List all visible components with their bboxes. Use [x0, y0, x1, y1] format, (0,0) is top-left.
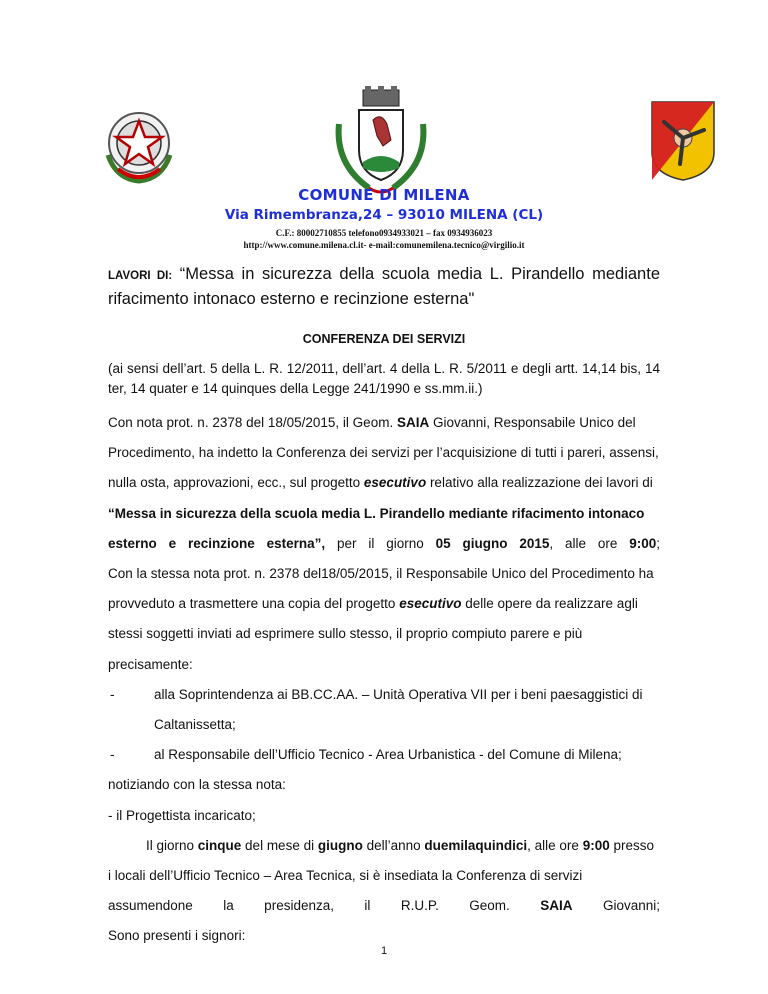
paragraph-1: Con nota prot. n. 2378 del 18/05/2015, il Geom. SAIA Giovanni, Responsabile Unico del Procedimento, ha indetto la Conferenza dei servizi per l’acquisizione di tutti i pareri, assensi, nulla osta, approvazioni, ecc., sul progetto esecutivo relativo alla realizzazione dei lavori di “Messa in sicurezza della scuola media L. Pirandello mediante rifacimento intonaco esterno e recinzione esterna”, per il giorno 05 giugno 2015, alle ore 9:00;	[108, 415, 660, 551]
saia-name: SAIA	[396, 415, 430, 430]
bullet-item: - al Responsabile dell’Ufficio Tecnico - Area Urbanistica - del Comune di Milena;	[110, 747, 622, 763]
page-number: 1	[380, 945, 388, 957]
paragraph-5: Il giorno cinque del mese di giugno dell’anno duemilaquindici, alle ore 9:00 presso i locali dell’Ufficio Tecnico – Area Tecnica, si è insediata la Conferenza di servizi assumendone la presidenza, il R.U.P. Geom. SAIA Giovanni;	[108, 837, 660, 914]
sicily-region-emblem-icon	[650, 100, 716, 182]
paragraph-6: Sono presenti i signori:	[108, 928, 246, 944]
italian-republic-emblem-icon	[96, 103, 182, 189]
paragraph-3: notiziando con la stessa nota:	[108, 777, 286, 793]
comune-address: Via Rimembranza,24 – 93010 MILENA (CL)	[224, 207, 544, 223]
fiscal-code-contacts: C.F.: 80002710855 telefono0934933021 – fax 0934936023	[275, 228, 493, 238]
paragraph-2: Con la stessa nota prot. n. 2378 del18/05/2015, il Responsabile Unico del Procedimento ha provveduto a trasmettere una copia del progetto esecutivo delle opere da realizzare agli stessi soggetti inviati ad esprimere sullo stesso, il proprio compiuto parere e più precisamente:	[108, 566, 654, 672]
bullet-item: - alla Soprintendenza ai BB.CC.AA. – Unità Operativa VII per i beni paesaggistici di Caltanissetta;	[110, 686, 643, 733]
website-email: http://www.comune.milena.cl.it- e-mail:comunemilena.tecnico@virgilio.it	[243, 240, 525, 250]
works-label: LAVORI DI:	[108, 270, 173, 282]
works-description: “Messa in sicurezza della scuola media L. Pirandello mediante rifacimento intonaco esterno e recinzione esterna"	[108, 265, 660, 308]
legal-reference: (ai sensi dell’art. 5 della L. R. 12/2011, dell’art. 4 della L. R. 5/2011 e degli artt. 14,14 bis, 14 ter, 14 quater e 14 quinques della Legge 241/1990 e ss.mm.ii.)	[108, 361, 660, 396]
conference-title: CONFERENZA DEI SERVIZI	[302, 332, 466, 346]
document-body	[108, 408, 660, 952]
works-title	[108, 263, 660, 311]
paragraph-4: - il Progettista incaricato;	[108, 807, 256, 823]
milena-coat-of-arms-icon	[329, 84, 433, 200]
comune-title: COMUNE DI MILENA	[298, 186, 470, 204]
